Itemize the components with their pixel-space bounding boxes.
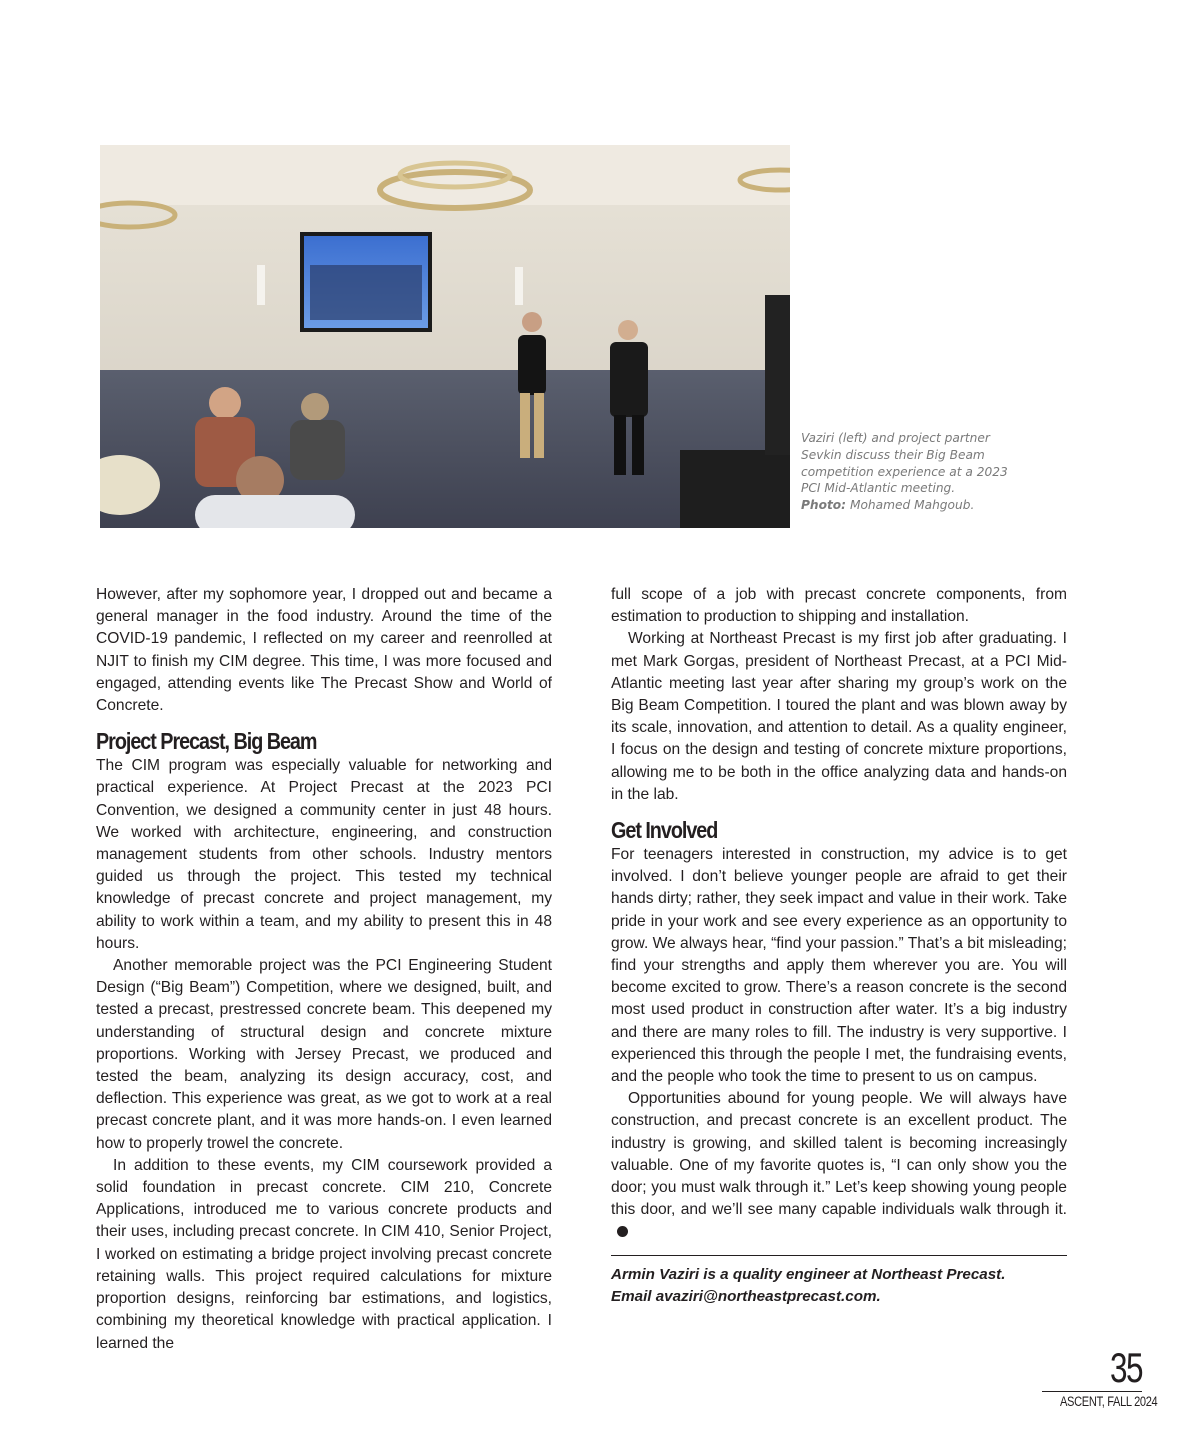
bio-email: Email avaziri@northeastprecast.com.	[611, 1288, 881, 1306]
caption-text: Vaziri (left) and project partner Sevkin discuss their Big Beam competition experience at a 2023 PCI Mid-Atlantic meeting.	[801, 431, 1008, 496]
folio	[1042, 1344, 1158, 1410]
article-photo	[100, 145, 790, 528]
section-heading-get-involved: Get Involved	[611, 817, 718, 844]
section-heading-project-precast: Project Precast, Big Beam	[96, 728, 317, 755]
paragraph: Working at Northeast Precast is my first job after graduating. I met Mark Gorgas, president of Northeast Precast, at a PCI Mid-Atlantic meeting last year after sharing my group’s work on the Big Beam Competition. I toured the plant and was blown away by its scale, innovation, and attention to detail. As a quality engineer, I focus on the design and testing of concrete mixture proportions, allowing me to be both in the office analyzing data and hands-on in the lab.	[611, 630, 1067, 803]
caption-credit-label: Photo:	[801, 498, 847, 513]
bio-divider	[611, 1255, 1067, 1256]
end-mark-icon	[617, 1226, 628, 1237]
paragraph: The CIM program was especially valuable for networking and practical experience. At Project Precast at the 2023 PCI Convention, we designed a community center in just 48 hours. We worked with architecture, engineering, and construction management students from other schools. Industry mentors guided us through the project. This tested my technical knowledge of precast concrete and project management, my ability to work within a team, and my ability to present this in 48 hours.	[96, 757, 552, 952]
left-column	[96, 584, 552, 1355]
paragraph-final	[611, 1088, 1067, 1243]
paragraph: Another memorable project was the PCI Engineering Student Design (“Big Beam”) Competition, where we designed, built, and tested a precast, prestressed concrete beam. This deepened my understanding of structural design and concrete mixture proportions. Working with Jersey Precast, we produced and tested the beam, analyzing its design accuracy, cost, and deflection. This experience was great, as we got to work at a real precast concrete plant, and it was more hands-on. I even learned how to properly trowel the concrete.	[96, 957, 552, 1152]
page-number: 35	[1109, 1344, 1142, 1391]
bio-line: Armin Vaziri is a quality engineer at Northeast Precast.	[611, 1265, 1006, 1283]
photo-icon	[100, 145, 790, 528]
right-column	[611, 584, 1067, 1309]
folio-divider	[1042, 1391, 1142, 1392]
caption-credit-name: Mohamed Mahgoub.	[849, 498, 975, 513]
paragraph: full scope of a job with precast concrete components, from estimation to production to shipping and installation.	[611, 586, 1067, 626]
author-bio	[611, 1264, 1067, 1309]
paragraph: For teenagers interested in construction, my advice is to get involved. I don’t believe younger people are afraid to get their hands dirty; rather, they seek impact and value in their work. Take pride in your work and see every experience as an opportunity to grow. We always hear, “find your passion.” That’s a bit misleading; find your strengths and apply them wherever you are. You will become excited to grow. There’s a reason concrete is the second most used product in construction after water. It’s a big industry and there are many roles to fill. The industry is very supportive. I experienced this through the people I met, the fundraising events, and the people who took the time to present to us on campus.	[611, 846, 1067, 1086]
paragraph-text: Opportunities abound for young people. We will always have construction, and precast concrete is an excellent product. The industry is growing, and skilled talent is becoming increasingly valuable. One of my favorite quotes is, “I can only show you the door; you must walk through it.” Let’s keep showing young people this door, and we’ll see many capable individuals walk through it.	[611, 1090, 1067, 1219]
photo-caption	[801, 430, 1016, 514]
paragraph: However, after my sophomore year, I dropped out and became a general manager in the food industry. Around the time of the COVID-19 pandemic, I reflected on my career and reenrolled at NJIT to finish my CIM degree. This time, I was more focused and engaged, attending events like The Precast Show and World of Concrete.	[96, 586, 552, 715]
issue-label: ASCENT, FALL 2024	[1060, 1394, 1158, 1409]
paragraph: In addition to these events, my CIM coursework provided a solid foundation in precast concrete. CIM 210, Concrete Applications, introduced me to various concrete products and their uses, including precast concrete. In CIM 410, Senior Project, I worked on estimating a bridge project involving precast concrete retaining walls. This project required calculations for mixture proportion designs, reinforcing bar estimations, and logistics, combining my theoretical knowledge with practical application. I learned the	[96, 1156, 552, 1352]
